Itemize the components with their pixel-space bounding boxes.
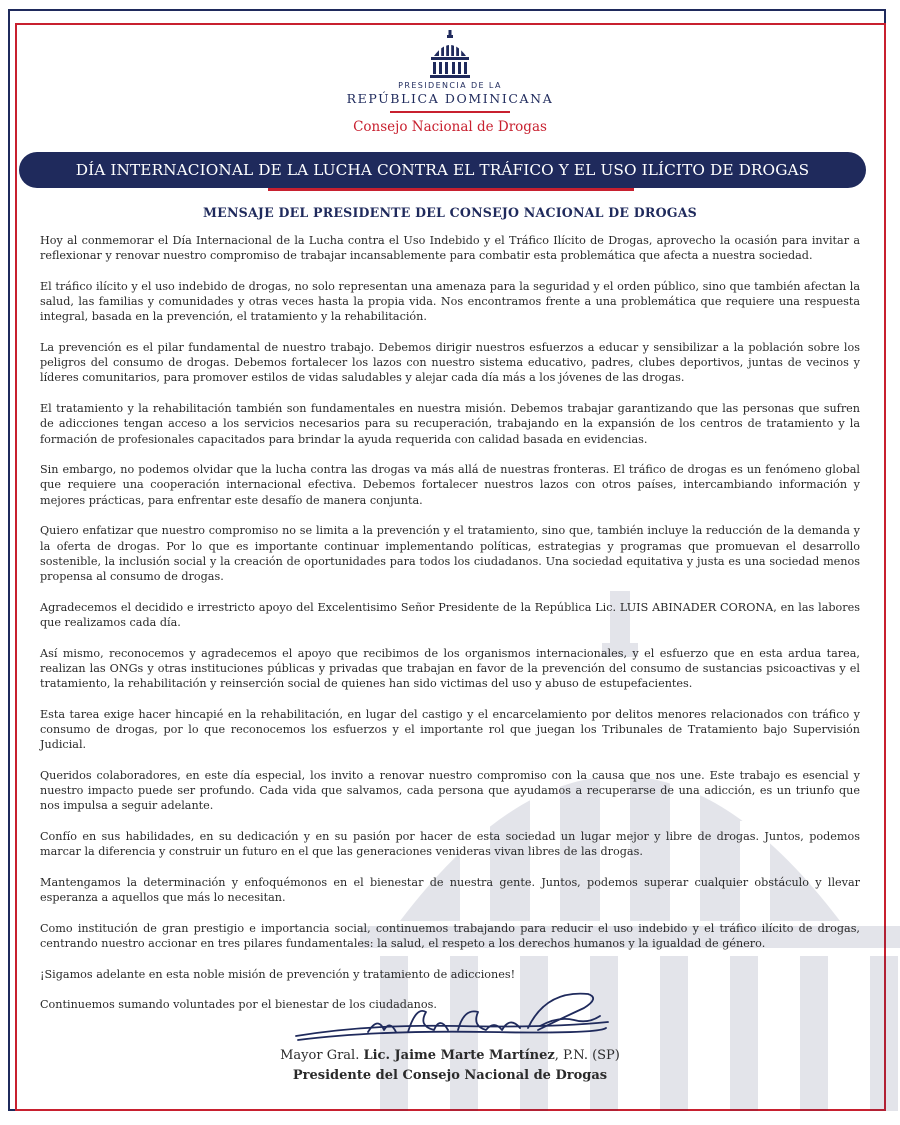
message-body bbox=[40, 233, 860, 1028]
handwritten-signature bbox=[288, 986, 618, 1048]
paragraph: El tráfico ilícito y el uso indebido de drogas, no solo representan una amenaza para la seguridad y el orden público, sino que también afectan la salud, las familias y comunidades y otras veces hasta la propia vida. Nos encontramos frente a una problemática que requiere una respuesta integral, basada en la prevención, el tratamiento y la rehabilitación. bbox=[40, 279, 860, 324]
signatory-title: Presidente del Consejo Nacional de Drogas bbox=[292, 1068, 608, 1083]
paragraph: Hoy al conmemorar el Día Internacional de la Lucha contra el Uso Indebido y el Tráfico Ilícito de Drogas, aprovecho la ocasión para invitar a reflexionar y renovar nuestro compromiso de trabajar incansablemente para combatir esta problemática que afecta a nuestra sociedad. bbox=[40, 234, 860, 263]
paragraph: Continuemos sumando voluntades por el bienestar de los ciudadanos. bbox=[40, 998, 437, 1012]
header-divider bbox=[390, 111, 510, 113]
signatory-name bbox=[0, 1048, 900, 1063]
palace-dome-icon bbox=[428, 30, 472, 78]
paragraph: ¡Sigamos adelante en esta noble misión de prevención y tratamiento de adicciones! bbox=[40, 967, 516, 981]
signatory-full-name: Lic. Jaime Marte Martínez bbox=[363, 1048, 555, 1063]
banner-divider bbox=[268, 188, 634, 191]
paragraph: Esta tarea exige hacer hincapié en la rehabilitación, en lugar del castigo y el encarcelamiento por delitos menores relacionados con tráfico y consumo de drogas, por lo que reconocemos los esfuerzos y el importante rol que juegan los Tribunales de Tratamiento bajo Supervisión Judicial. bbox=[40, 707, 860, 752]
title-banner: DÍA INTERNACIONAL DE LA LUCHA CONTRA EL TRÁFICO Y EL USO ILÍCITO DE DROGAS bbox=[19, 152, 866, 188]
paragraph: El tratamiento y la rehabilitación también son fundamentales en nuestra misión. Debemos trabajar garantizando que las personas que sufren de adicciones tengan acceso a los servicios necesarios para su recuperación, trabajando en la expansión de los centros de tratamiento y la formación de profesionales capacitados para brindar la ayuda requerida con calidad basada en evidencias. bbox=[40, 402, 860, 446]
paragraph: La prevención es el pilar fundamental de nuestro trabajo. Debemos dirigir nuestros esfuerzos a educar y sensibilizar a la población sobre los peligros del consumo de drogas. Debemos fortalecer los lazos con nuestro sistema educativo, padres, clubes deportivos, juntas de vecinos y líderes comunitarios, para promover estilos de vidas saludables y alejar cada día más a los jóvenes de las drogas. bbox=[40, 341, 860, 385]
paragraph: Queridos colaboradores, en este día especial, los invito a renovar nuestro compromiso con la causa que nos une. Este trabajo es esencial y nuestro impacto puede ser profundo. Cada vida que salvamos, cada persona que ayudamos a recuperarse de una adicción, es un triunfo que nos impulsa a seguir adelante. bbox=[40, 768, 860, 813]
message-subtitle: MENSAJE DEL PRESIDENTE DEL CONSEJO NACIONAL DE DROGAS bbox=[203, 205, 697, 220]
paragraph: Quiero enfatizar que nuestro compromiso no se limita a la prevención y el tratamiento, sino que, también incluye la reducción de la demanda y la oferta de drogas. Por lo que es importante continuar implementando políticas, estrategias y programas que promuevan el desarrollo sostenible, la inclusión social y la creación de oportunidades para todos los ciudadanos. Una sociedad equitativa y justa es una sociedad menos propensa al consumo de drogas. bbox=[40, 524, 860, 583]
paragraph: Sin embargo, no podemos olvidar que la lucha contra las drogas va más allá de nuestras fronteras. El tráfico de drogas es un fenómeno global que requiere una cooperación internacional efectiva. Debemos fortalecer nuestros lazos con otros países, intercambiando información y mejores prácticas, para enfrentar este desafío de manera conjunta. bbox=[40, 463, 860, 507]
signatory-rank: Mayor Gral. bbox=[280, 1048, 360, 1063]
paragraph: Mantengamos la determinación y enfoquémonos en el bienestar de nuestra gente. Juntos, podemos superar cualquier obstáculo y llevar esperanza a aquellos que más lo necesitan. bbox=[40, 875, 860, 904]
paragraph: Confío en sus habilidades, en su dedicación y en su pasión por hacer de esta sociedad un lugar mejor y libre de drogas. Juntos, podemos marcar la diferencia y construir un futuro en el que las generaciones venideras vivan libres de las drogas. bbox=[40, 829, 860, 859]
paragraph: Así mismo, reconocemos y agradecemos el apoyo que recibimos de los organismos internacionales, y el esfuerzo que en esta ardua tarea, realizan las ONGs y otras instituciones públicas y privadas que trabajan en favor de la prevención del consumo de sustancias psicoactivas y el tratamiento, la rehabilitación y reinserción social de quienes han sido victimas del uso y abuso de estupefacientes. bbox=[40, 646, 860, 690]
paragraph: Como institución de gran prestigio e importancia social, continuemos trabajando para reducir el uso indebido y el tráfico ilícito de drogas, centrando nuestro accionar en tres pilares fundamentales: la salud, el respeto a los derechos humanos y la igualdad de género. bbox=[40, 921, 860, 950]
paragraph: Agradecemos el decidido e irrestricto apoyo del Excelentisimo Señor Presidente de la República Lic. LUIS ABINADER CORONA, en las labores que realizamos cada día. bbox=[40, 600, 860, 629]
republic-label: REPÚBLICA DOMINICANA bbox=[346, 91, 554, 106]
council-name: Consejo Nacional de Drogas bbox=[353, 119, 547, 135]
letterhead bbox=[0, 30, 900, 135]
presidency-label: PRESIDENCIA DE LA bbox=[398, 81, 502, 90]
signatory-suffix: , P.N. (SP) bbox=[554, 1048, 620, 1063]
